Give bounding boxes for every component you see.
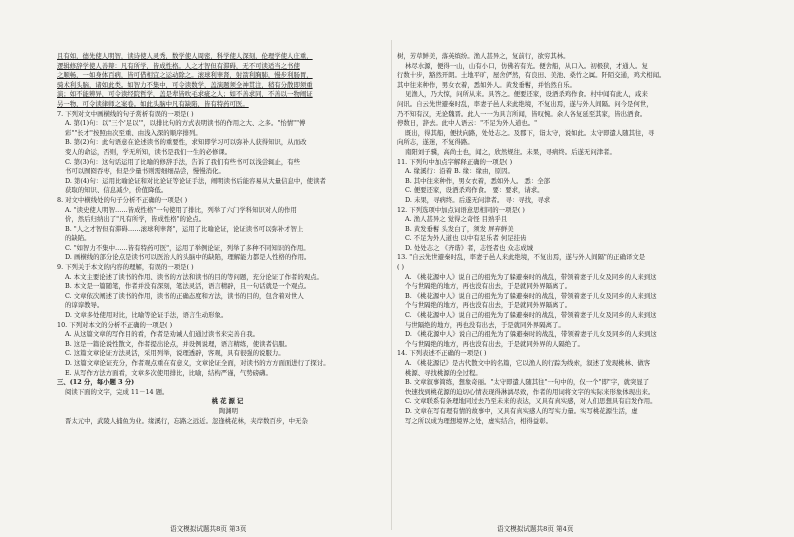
text-line: 彩""长才"按照由次至重、由浅入深的顺序排列。 bbox=[65, 128, 202, 137]
text-line: D. 未果，寻病终。后遂无问津者。 寻：寻找，寻求 bbox=[405, 195, 551, 204]
text-line: 逻辑修辞学使人善辩：凡有所学，皆成性格。人之才智但有滞碍，无不可读适当之书使 bbox=[57, 61, 300, 70]
text-line: 演；如不能辨异，可令读经院哲学，盖是辈皆吹毛求疵之人；如不善求同，不善以一物阐证 bbox=[57, 90, 313, 99]
text-line: 书可以囫囵吞枣，但是少量书则需细细品尝，慢慢消化。 bbox=[65, 167, 225, 176]
text-line: 12. 下列选项中加点词语意思相同的一项是( ) bbox=[397, 205, 525, 214]
right-page bbox=[397, 52, 740, 522]
text-line: 7. 下列对文中画横线的句子赏析有误的一项是( ) bbox=[57, 109, 194, 118]
text-line: C. 文章联系有条理地同过去乃至未来的表达，又具有真实感，对人们思想具有启发作用。 bbox=[405, 397, 657, 406]
text-line: 见渔人，乃大惊，问所从来。具答之。便要还家，设酒杀鸡作食。村中闻有此人，咸来 bbox=[405, 90, 648, 99]
text-line: 桃花源记 bbox=[211, 397, 246, 406]
text-line: A. 《桃花源中人》说自己的祖先为了躲避秦时的战乱，带领着妻子儿女及同乡的人来到这 bbox=[405, 272, 657, 281]
text-line: 获取的知识、信息减少，价值降低。 bbox=[65, 186, 168, 195]
text-line: D. 画横线的部分论点是读书可以医治人的头脑中的缺陷，理解能力都是人性格的作用。 bbox=[65, 253, 311, 262]
text-line: 晋太元中，武陵人捕鱼为业。缘溪行，忘路之远近。忽逢桃花林，夹岸数百步，中无杂 bbox=[65, 416, 308, 425]
text-line: 10. 下列对本文的分析不正确的一项是( ) bbox=[57, 320, 173, 329]
text-line: 陶渊明 bbox=[218, 406, 239, 415]
text-line: 的缺陷。 bbox=[65, 234, 91, 243]
text-line: B. 这是一篇论说性散文，作者提出论点，并设例说理，语言精练，使读者信服。 bbox=[65, 339, 292, 348]
page-divider bbox=[391, 40, 392, 530]
text-line: 的谆谆教导。 bbox=[65, 301, 104, 310]
text-line: 南阳刘子骥，高尚士也，闻之，欣然规往。未果，寻病终。后遂无问津者。 bbox=[405, 147, 616, 156]
text-line: A. 缘溪行：沿着 B. 缘：缘由，原因。 bbox=[405, 167, 514, 176]
text-line: A. 第(1)句：以"三个'足以'"，以排比句的方式表明读书的作用之大、之多。"怡情""傅 bbox=[65, 119, 306, 128]
text-line: 变人的命运，否则，学无所知，读书是我们一生的必修课。 bbox=[65, 147, 232, 156]
text-line: 且有如，德先使人明智，读诗使人灵秀，数学使人周密，科学使人深刻，伦理学使人庄重， bbox=[57, 52, 313, 60]
text-line: B. 本文是一篇随笔，作者并没有深刻，笔法灵活，语言精辟，且一句话就是一个观点。 bbox=[65, 282, 311, 291]
text-line: 个与世隔绝的地方，再也没有出去，于是就同外界的人隔绝了。 bbox=[405, 339, 584, 348]
text-line: D. 文章在写有理有情的故事中，又具有真实感人的写实力量。实写桃花源生活，虚 bbox=[405, 406, 638, 415]
text-line: 三、(12 分，每小题 3 分) bbox=[57, 378, 135, 387]
text-line: D. 《桃花源中人》说自己的祖先为了躲避秦时的战乱，带领着妻子儿女及同乡的人来到这 bbox=[405, 330, 657, 339]
text-line: 与世隔绝的地方，再也没有出去，于是就同外界隔离了。 bbox=[405, 320, 565, 329]
text-line: D. 第(4)句：运用比喻论证和对比论证等论证手法，阐明读书后能容易从大量信息中，使读者 bbox=[65, 176, 326, 185]
text-line: C. 第(3)句：这句话运用了比喻的修辞手法，告诉了我们有些书可以浅尝辄止，有些 bbox=[65, 157, 301, 166]
text-line: 快速找到桃花源的迫切心情表现得淋漓尽致，作者的用词将文字的实际来形象体现出来。 bbox=[405, 387, 655, 396]
text-line: C. 不足为外人道也 以中有足乐者 何足挂齿 bbox=[405, 234, 527, 243]
text-line: 其中往来种作，男女衣着，悉如外人。黄发垂髫，并怡然自乐。 bbox=[397, 80, 576, 89]
right-page-footer: 语文模拟试题共8页 第4页 bbox=[497, 525, 574, 533]
text-line: C. 文章依次阐述了读书的作用，读书的正确态度和方法，读书的目的，包含着对世人 bbox=[65, 291, 304, 300]
text-line: D. 文章多处使用对比，比喻等论证手法，语言生动形象。 bbox=[65, 311, 228, 320]
text-line: 9. 下列关于本文的内容的理解，有误的一项是( ) bbox=[57, 263, 194, 272]
text-line: B. 其中往来种作，男女衣着，悉如外人。 悉：全部 bbox=[405, 176, 550, 185]
text-line: 骑术利头脑，诸如此类。如智力不集中，可令读数学，盖演题须全神贯注，稍有分散即须重 bbox=[57, 80, 313, 89]
text-line: 11. 下列句中加点字解释正确的一项是( ) bbox=[397, 157, 513, 166]
text-line: 树，芳草鲜美，落英缤纷。渔人甚异之，复前行，欲穷其林。 bbox=[397, 52, 570, 60]
text-line: 乃不知有汉，无论魏晋。此人一一为具言所闻，皆叹惋。余人各复延至其家，皆出酒食。 bbox=[397, 109, 647, 118]
left-page bbox=[57, 52, 400, 522]
text-line: D. 处处志之 《齐谐》者，志怪者也 众志成城 bbox=[405, 243, 534, 252]
text-line: C. 这篇文章论证方法灵活，采用列举，说理透辟，客观，具有很强的说服力。 bbox=[65, 349, 285, 358]
text-line: ( ) bbox=[397, 263, 405, 272]
text-line: 个与世隔绝的地方，再也没有出去，于是就同外界隔离了。 bbox=[405, 301, 572, 310]
text-line: 之顺畅，一如身体百病，皆可借相宜之运动除之。滚球利睾肾，射箭利胸肺，慢步利肠胃， bbox=[57, 71, 313, 80]
text-line: 桃源、寻找桃源的全过程。 bbox=[405, 368, 482, 377]
text-line: 13. "自云先世避秦时乱，率妻子邑人来此绝境，不复出焉，遂与外人间隔"的正确译文是 bbox=[397, 253, 646, 262]
text-line: A. "读史使人明智……皆成性格"一句使用了排比，列举了六门学科知识对人的作用 bbox=[65, 205, 297, 214]
text-line: 停数日，辞去。此中人语云："不足为外人道也。" bbox=[397, 119, 538, 128]
text-line: 林尽水源，便得一山，山有小口，仿佛若有光。便舍船，从口入。初极狭，才通人。复 bbox=[405, 61, 648, 70]
text-line: B. 《桃花源中人》说自己的祖先为了躲避秦时的战乱，带领着妻子儿女及同乡的人来到这 bbox=[405, 291, 657, 300]
text-line: A. 《桃花源记》是古代散文中的名篇，它以渔人的行踪为线索，叙述了发现桃林、做客 bbox=[405, 359, 651, 367]
text-line: E. 从写作方法方面看，文章多次使用排比，比喻，结构严谨，气势磅礴。 bbox=[65, 368, 272, 377]
text-line: 向所志，遂迷，不复得路。 bbox=[397, 138, 474, 147]
left-page-footer: 语文模拟试题共8页 第3页 bbox=[170, 525, 247, 533]
text-line: D. 这篇文章论证充分，作者观点重在有意义，文章论证全面，对读书的方方面面进行了探讨。 bbox=[65, 359, 330, 367]
text-line: C. 《桃花源中人》说自己的祖先为了躲避秦时的战乱，带领着妻子儿女及同乡的人来到这 bbox=[405, 311, 657, 320]
text-line: 问讯。自云先世避秦时乱，率妻子邑人来此绝境，不复出焉，遂与外人间隔。问今是何世， bbox=[397, 99, 653, 108]
text-line: B. 文章叙事简练，想象奇丽。"太守即遣人随其往"一句中的，仅一个"即"字，就突显了 bbox=[405, 378, 650, 387]
text-line: A. 本文主要论述了读书的作用、读书的方法和读书的目的等问题，充分论证了作者的观点。 bbox=[65, 272, 323, 281]
text-line: 行数十步，豁然开朗。土地平旷，屋舍俨然，有良田、美池、桑竹之属。阡陌交通，鸡犬相闻。 bbox=[397, 71, 666, 80]
text-line: B. 第(2)句：此句语意在论述读书的重要性，求知即学习可以弥补人获得知识，从而改 bbox=[65, 138, 307, 147]
text-line: C. "如智力不集中……皆有特药可医"，运用了举例论证，列举了多种不同知识的作用。 bbox=[65, 243, 310, 252]
text-line: B. 黄发垂髫 头发白了，须发 屏弃鲜美 bbox=[405, 224, 514, 233]
text-line: 另一物，可令读律师之案卷。如此头脑中凡有缺陷，皆有特药可医。 bbox=[57, 99, 249, 108]
text-line: 既出，得其船，便扶向路，处处志之。及郡下，诣太守，说如此。太守即遣人随其往，寻 bbox=[405, 128, 655, 137]
text-line: 14. 下列表述不正确的一项是( ) bbox=[397, 349, 487, 358]
text-line: 价，然后归纳出了"凡有所学，皆成性格"的论点。 bbox=[65, 215, 206, 224]
text-line: B. "人之才智但有滞碍……滚球利睾肾"，运用了比喻论证，论证读书可以弥补才智上 bbox=[65, 224, 304, 233]
text-line: C. 便要还家，设酒杀鸡作食。 要：要求，请求。 bbox=[405, 186, 544, 195]
text-line: 阅读下面的文字，完成 11－14 题。 bbox=[65, 387, 169, 396]
text-line: A. 从这篇文章的写作目的看，作者是劝诫人们通过读书来完善自我。 bbox=[65, 330, 260, 339]
text-line: 写之所以成为理想境界之处，虚实结合，相得益彰。 bbox=[405, 416, 552, 425]
text-line: 8. 对文中横线处的句子分析不正确的一项是( ) bbox=[57, 195, 188, 204]
text-line: A. 渔人甚异之 觉得之奇怪 目熟乎且 bbox=[405, 215, 508, 224]
text-line: 个与世隔绝的地方，再也没有出去，于是就同外界隔离了。 bbox=[405, 282, 572, 291]
